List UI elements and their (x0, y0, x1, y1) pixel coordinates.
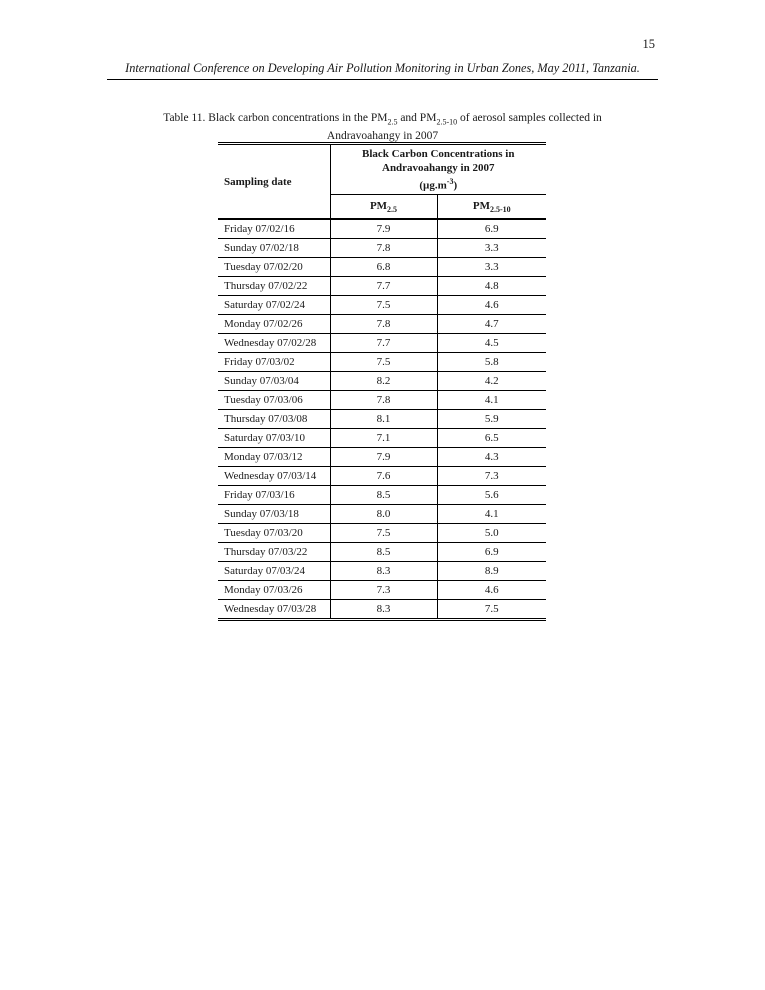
cell-pm25: 7.1 (330, 429, 437, 448)
caption-text-3: of aerosol samples collected in (457, 112, 602, 124)
table-row (218, 429, 546, 448)
table-row (218, 524, 546, 543)
cell-pm2510: 4.8 (484, 280, 499, 293)
col-header-pm25 (330, 195, 437, 220)
cell-sampling-date: Thursday 07/03/22 (218, 543, 330, 562)
pm2510-label: PM (472, 199, 490, 212)
cell-sampling-date: Monday 07/02/26 (218, 315, 330, 334)
cell-pm25: 8.3 (330, 600, 437, 620)
table-row (218, 315, 546, 334)
table-caption-line2: Andravoahangy in 2007 (326, 130, 439, 143)
table-row (218, 562, 546, 581)
cell-pm25: 8.1 (330, 410, 437, 429)
table-row (218, 486, 546, 505)
cell-pm25: 8.5 (330, 486, 437, 505)
cell-pm2510: 5.0 (484, 527, 499, 540)
cell-pm25: 7.3 (330, 581, 437, 600)
table-body (218, 219, 546, 620)
cell-pm25: 7.7 (330, 277, 437, 296)
cell-sampling-date: Wednesday 07/03/28 (218, 600, 330, 620)
page-number: 15 (642, 37, 655, 51)
cell-pm2510: 6.9 (484, 546, 499, 559)
cell-sampling-date: Tuesday 07/03/06 (218, 391, 330, 410)
cell-pm25: 7.9 (330, 219, 437, 239)
cell-pm2510: 5.6 (484, 489, 499, 502)
cell-pm25: 7.5 (330, 296, 437, 315)
table-header (218, 144, 546, 220)
cell-pm2510: 4.1 (484, 394, 499, 407)
cell-pm25: 7.5 (330, 353, 437, 372)
cell-pm2510: 4.7 (484, 318, 499, 331)
cell-sampling-date: Tuesday 07/03/20 (218, 524, 330, 543)
table-row (218, 543, 546, 562)
table-row (218, 410, 546, 429)
cell-pm2510: 4.3 (484, 451, 499, 464)
table-header-row-group (218, 144, 546, 195)
cell-sampling-date: Tuesday 07/02/20 (218, 258, 330, 277)
black-carbon-table (218, 142, 546, 621)
cell-pm2510: 7.3 (484, 470, 499, 483)
col-group-header (330, 144, 546, 195)
cell-pm2510: 6.9 (484, 223, 499, 236)
cell-sampling-date: Saturday 07/03/10 (218, 429, 330, 448)
caption-subscript-pm25: 2.5 (387, 117, 398, 127)
cell-pm25: 8.0 (330, 505, 437, 524)
table-row (218, 581, 546, 600)
cell-pm2510: 5.8 (484, 356, 499, 369)
cell-sampling-date: Saturday 07/02/24 (218, 296, 330, 315)
unit-exponent: -3 (446, 177, 454, 186)
cell-pm25: 7.7 (330, 334, 437, 353)
table-row (218, 448, 546, 467)
cell-pm2510: 4.2 (484, 375, 499, 388)
cell-sampling-date: Friday 07/03/16 (218, 486, 330, 505)
cell-pm2510: 4.5 (484, 337, 499, 350)
running-header-text: International Conference on Developing Air Pollution Monitoring in Urban Zones, May 2011, Tanzania. (125, 61, 640, 75)
table-caption-line1 (0, 111, 765, 129)
table-row (218, 296, 546, 315)
group-header-line1: Black Carbon Concentrations in (362, 148, 515, 160)
cell-sampling-date: Sunday 07/03/18 (218, 505, 330, 524)
table-row (218, 334, 546, 353)
cell-pm25: 7.8 (330, 391, 437, 410)
cell-pm2510: 7.5 (484, 603, 499, 616)
running-header (107, 61, 658, 80)
cell-pm25: 7.6 (330, 467, 437, 486)
table-row (218, 467, 546, 486)
pm2510-subscript: 2.5-10 (489, 204, 511, 214)
unit-close: ) (453, 179, 458, 192)
cell-sampling-date: Sunday 07/03/04 (218, 372, 330, 391)
cell-pm2510: 3.3 (484, 261, 499, 274)
cell-pm25: 8.3 (330, 562, 437, 581)
pm25-subscript: 2.5 (387, 204, 398, 214)
cell-pm2510: 5.9 (484, 413, 499, 426)
unit-open: (µg.m (419, 179, 447, 192)
cell-sampling-date: Thursday 07/03/08 (218, 410, 330, 429)
cell-sampling-date: Monday 07/03/26 (218, 581, 330, 600)
cell-sampling-date: Wednesday 07/02/28 (218, 334, 330, 353)
table-row (218, 277, 546, 296)
cell-sampling-date: Sunday 07/02/18 (218, 239, 330, 258)
cell-pm2510: 4.6 (484, 584, 499, 597)
table-caption (0, 111, 765, 143)
cell-pm2510: 6.5 (484, 432, 499, 445)
table-row (218, 391, 546, 410)
cell-pm2510: 4.6 (484, 299, 499, 312)
cell-sampling-date: Monday 07/03/12 (218, 448, 330, 467)
pm25-label: PM (369, 199, 388, 212)
cell-pm2510: 8.9 (484, 565, 499, 578)
cell-pm25: 7.8 (330, 315, 437, 334)
cell-pm2510: 4.1 (484, 508, 499, 521)
cell-sampling-date: Friday 07/03/02 (218, 353, 330, 372)
cell-pm25: 8.5 (330, 543, 437, 562)
cell-sampling-date: Friday 07/02/16 (218, 219, 330, 239)
cell-sampling-date: Thursday 07/02/22 (218, 277, 330, 296)
cell-sampling-date: Wednesday 07/03/14 (218, 467, 330, 486)
group-header-line2: Andravoahangy in 2007 (382, 161, 495, 174)
cell-pm25: 6.8 (330, 258, 437, 277)
col-header-sampling-date: Sampling date (218, 144, 330, 220)
table-row (218, 239, 546, 258)
caption-subscript-pm2510: 2.5-10 (436, 117, 458, 127)
table-row (218, 353, 546, 372)
table-row (218, 258, 546, 277)
cell-pm25: 7.5 (330, 524, 437, 543)
cell-pm25: 7.9 (330, 448, 437, 467)
table-row (218, 372, 546, 391)
cell-sampling-date: Saturday 07/03/24 (218, 562, 330, 581)
col-header-pm2510 (437, 195, 546, 220)
table-row (218, 600, 546, 620)
caption-text-1: Table 11. Black carbon concentrations in the PM (163, 112, 388, 124)
cell-pm25: 8.2 (330, 372, 437, 391)
caption-text-2: and PM (397, 112, 437, 124)
cell-pm2510: 3.3 (484, 242, 499, 255)
table-row (218, 505, 546, 524)
table-row (218, 219, 546, 239)
cell-pm25: 7.8 (330, 239, 437, 258)
